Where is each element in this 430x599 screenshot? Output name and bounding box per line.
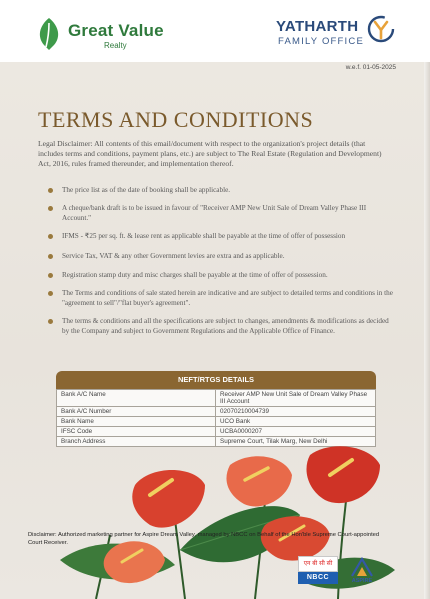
- row-value: Supreme Court, Tilak Marg, New Delhi: [216, 437, 376, 447]
- footer-disclaimer: Disclaimer: Authorized marketing partner for Aspire Dream Valley, managed by NBCC on Behalf of the Hon'ble Supreme Court-appointed Court Receiver.: [28, 532, 380, 546]
- aspire-mark-icon: [346, 556, 378, 578]
- neft-heading: NEFT/RTGS DETAILS: [56, 371, 376, 389]
- table-row: [57, 417, 376, 427]
- term-item: [48, 204, 393, 223]
- term-item: [48, 317, 393, 336]
- bullet-icon: [48, 291, 53, 296]
- term-item: [48, 252, 393, 261]
- bullet-icon: [48, 273, 53, 278]
- aspire-logo: [346, 556, 378, 586]
- row-label: Bank A/C Name: [57, 390, 216, 407]
- term-text: The terms & conditions and all the specifications are subject to changes, amendments & modifications as decided by the Company and subject to Government Regulations and the Applicable Office of Finance.: [62, 317, 389, 335]
- terms-list: [48, 186, 393, 336]
- nbcc-text: NBCC: [298, 572, 338, 584]
- table-row: [57, 407, 376, 417]
- term-item: [48, 289, 393, 308]
- row-value: UCO Bank: [216, 417, 376, 427]
- term-item: [48, 232, 393, 241]
- term-text: The Terms and conditions of sale stated herein are indicative and are subject to detailed terms and conditions in the "agreement to sell"/"flat buyer's agreement".: [62, 289, 393, 307]
- term-text: Service Tax, VAT & any other Government levies are extra and as applicable.: [62, 251, 285, 260]
- brand-left-name: Great Value: [68, 21, 164, 40]
- bullet-icon: [48, 206, 53, 211]
- brand-right-sub: FAMILY OFFICE: [278, 36, 364, 47]
- leaf-icon: [36, 17, 62, 51]
- row-label: IFSC Code: [57, 427, 216, 437]
- neft-table: [56, 389, 376, 447]
- row-value: 02070210004739: [216, 407, 376, 417]
- term-item: [48, 271, 393, 280]
- bullet-icon: [48, 234, 53, 239]
- table-row: [57, 427, 376, 437]
- aspire-text: ASPIRE: [351, 578, 373, 584]
- table-row: [57, 390, 376, 407]
- term-item: [48, 186, 393, 195]
- term-text: IFMS - ₹25 per sq. ft. & lease rent as applicable shall be payable at the time of offer of possession: [62, 232, 346, 241]
- nbcc-hindi-text: एन बी सी सी: [298, 556, 338, 572]
- legal-disclaimer: Legal Disclaimer: All contents of this email/document with respect to the organization's project details (that includes terms and conditions, payment plans, etc.) are subject to The Real Estate (Regulation and Development) Act, 2016, rules framed thereunder, and implementation thereof.: [38, 139, 382, 168]
- yatharth-mark-icon: [366, 14, 396, 44]
- effective-date: w.e.f. 01-05-2025: [345, 64, 396, 71]
- term-text: The price list as of the date of booking shall be applicable.: [62, 186, 231, 194]
- brand-right-name: YATHARTH: [276, 18, 359, 35]
- term-text: A cheque/bank draft is to be issued in favour of "Receiver AMP New Unit Sale of Dream Valley Phase III Account.": [62, 204, 367, 222]
- bullet-icon: [48, 319, 53, 324]
- page-title: TERMS AND CONDITIONS: [38, 107, 314, 132]
- header: [0, 0, 430, 62]
- bullet-icon: [48, 188, 53, 193]
- nbcc-logo: [298, 556, 338, 582]
- row-value: Receiver AMP New Unit Sale of Dream Valley Phase III Account: [216, 390, 376, 407]
- row-value: UCBA0000207: [216, 427, 376, 437]
- row-label: Bank Name: [57, 417, 216, 427]
- row-label: Branch Address: [57, 437, 216, 447]
- row-label: Bank A/C Number: [57, 407, 216, 417]
- neft-details: [56, 371, 376, 447]
- brand-left-sub: Realty: [104, 41, 127, 50]
- term-text: Registration stamp duty and misc charges shall be payable at the time of offer of possession.: [62, 271, 328, 280]
- bullet-icon: [48, 254, 53, 259]
